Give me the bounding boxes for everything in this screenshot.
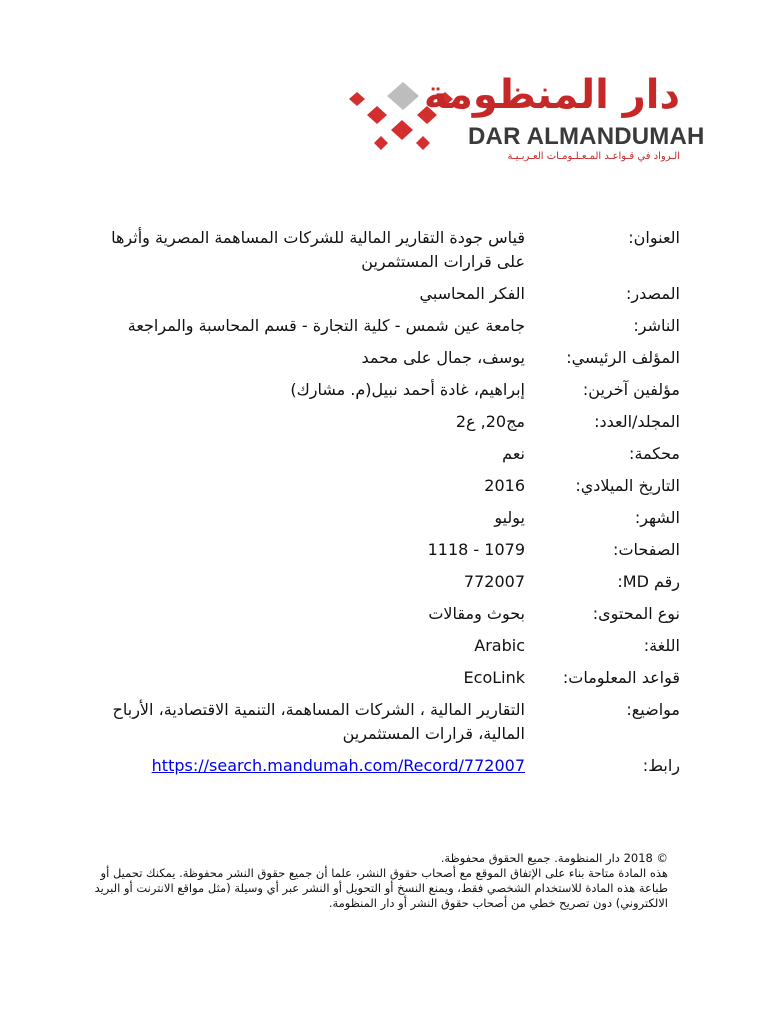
row-link: [90, 754, 680, 778]
row-volume-issue: [90, 410, 680, 434]
row-source: [90, 282, 680, 306]
row-month: [90, 506, 680, 530]
other-authors-value: إبراهيم، غادة أحمد نبيل(م. مشارك): [290, 380, 525, 399]
row-pages: [90, 538, 680, 562]
row-publisher: [90, 314, 680, 338]
logo-english-name: DAR ALMANDUMAH: [468, 123, 705, 150]
subjects-label: مواضيع:: [626, 700, 680, 719]
databases-value: EcoLink: [463, 668, 525, 687]
publisher-logo: [345, 72, 705, 168]
link-value: [90, 754, 525, 778]
language-label: اللغة:: [643, 636, 680, 655]
logo-tagline: الـرواد في قـواعـد المـعـلـومـات العـربـيـة: [507, 151, 680, 162]
copyright-notice: [74, 851, 668, 911]
rights-notice: هذه المادة متاحة بناء على الإتفاق الموقع مع أصحاب حقوق النشر، علما أن جميع حقوق النشر محفوظة. يمكنك تحميل أو طباعة هذه المادة للاستخدام الشخصي فقط، ويمنع النسخ أو التحويل أو النشر عبر أي وسيلة (مثل مواقع الانترنت أو البريد الالكتروني) دون تصريح خطي من أصحاب حقوق النشر أو دار المنظومة.: [94, 866, 668, 910]
publisher-value: جامعة عين شمس - كلية التجارة - قسم المحاسبة والمراجعة: [127, 316, 525, 335]
month-label: الشهر:: [634, 508, 680, 527]
peer-reviewed-label: محكمة:: [629, 444, 680, 463]
databases-label: قواعد المعلومات:: [562, 668, 680, 687]
year-value: 2016: [484, 476, 525, 495]
row-other-authors: [90, 378, 680, 402]
source-value: الفكر المحاسبي: [419, 284, 525, 303]
publisher-label: الناشر:: [633, 316, 680, 335]
source-label: المصدر:: [626, 284, 680, 303]
row-year: [90, 474, 680, 498]
subjects-value: التقارير المالية ، الشركات المساهمة، التنمية الاقتصادية، الأرباح المالية، قرارات المستثمرين: [112, 700, 525, 743]
main-author-label: المؤلف الرئيسي:: [566, 348, 680, 367]
content-type-label: نوع المحتوى:: [592, 604, 680, 623]
language-value: Arabic: [474, 636, 525, 655]
row-language: [90, 634, 680, 658]
pages-value: 1079 - 1118: [427, 540, 525, 559]
row-subjects: [90, 698, 680, 746]
other-authors-label: مؤلفين آخرين:: [582, 380, 680, 399]
volume-issue-value: مج20, ع2: [455, 412, 525, 431]
content-type-value: بحوث ومقالات: [428, 604, 525, 623]
pages-label: الصفحات:: [613, 540, 680, 559]
row-md-number: [90, 570, 680, 594]
record-link[interactable]: https://search.mandumah.com/Record/772007: [151, 756, 525, 775]
title-value: قياس جودة التقارير المالية للشركات المساهمة المصرية وأثرها على قرارات المستثمرين: [111, 228, 525, 271]
md-number-value: 772007: [463, 572, 525, 591]
volume-issue-label: المجلد/العدد:: [594, 412, 680, 431]
row-databases: [90, 666, 680, 690]
peer-reviewed-value: نعم: [502, 444, 525, 463]
row-main-author: [90, 346, 680, 370]
month-value: يوليو: [494, 508, 525, 527]
link-label: رابط:: [642, 756, 680, 775]
row-content-type: [90, 602, 680, 626]
main-author-value: يوسف، جمال على محمد: [361, 348, 525, 367]
copyright-line: © 2018 دار المنظومة. جميع الحقوق محفوظة.: [440, 851, 668, 865]
logo-arabic-name: دار المنظومة: [423, 72, 680, 118]
record-metadata: [90, 226, 680, 786]
title-label: العنوان:: [628, 228, 680, 247]
row-peer-reviewed: [90, 442, 680, 466]
year-label: التاريخ الميلادي:: [575, 476, 680, 495]
row-title: [90, 226, 680, 274]
md-number-label: رقم MD:: [617, 572, 680, 591]
